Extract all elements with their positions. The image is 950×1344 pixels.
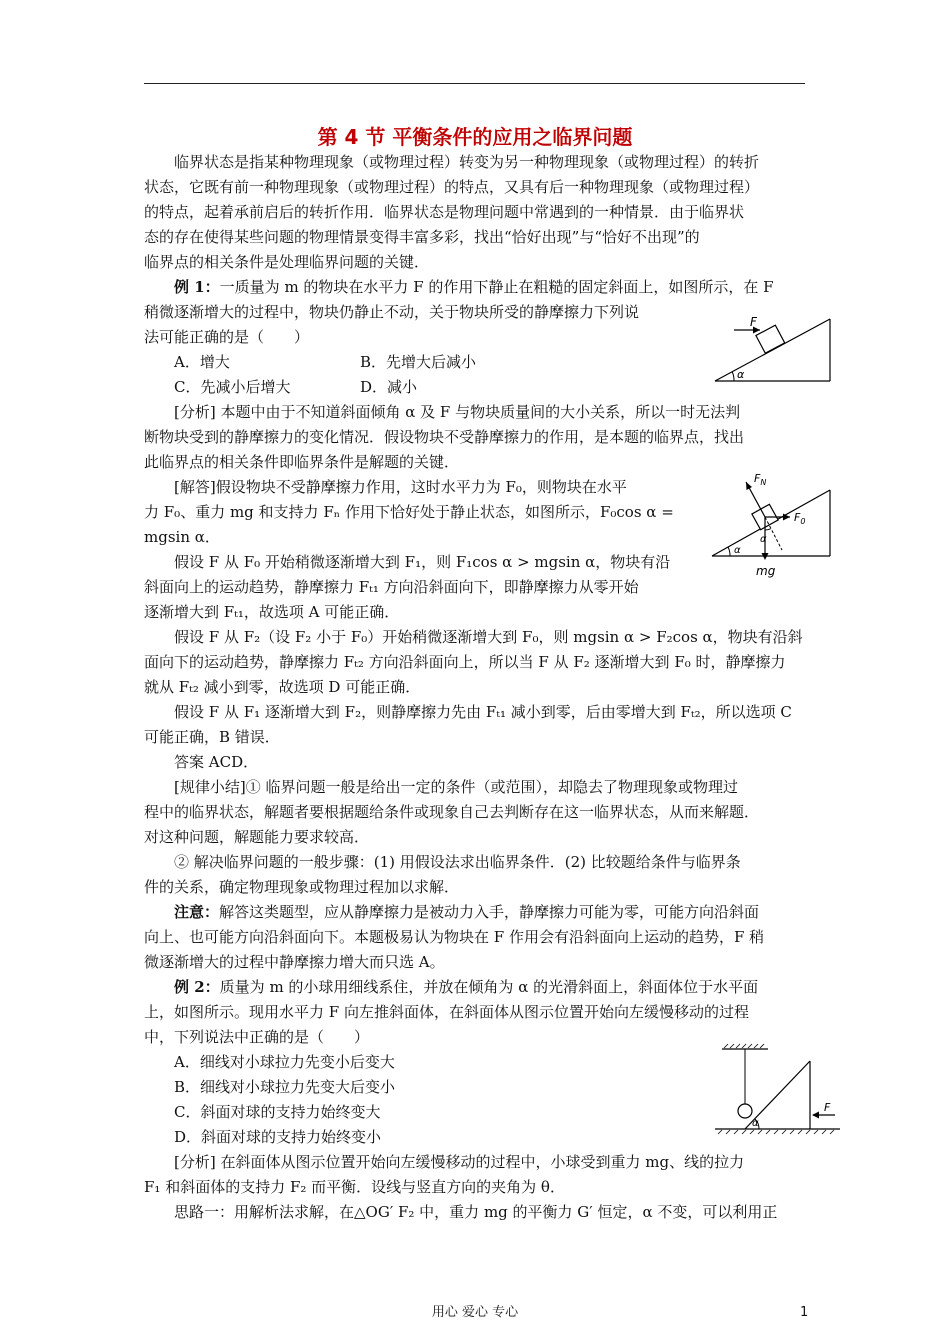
case2-line: 就从 Fₜ₂ 减小到零，故选项 D 可能正确． (144, 678, 421, 696)
solution-line: 力 F₀、重力 mg 和支持力 Fₙ 作用下恰好处于静止状态，如图所示，F₀cos α = (144, 503, 674, 521)
summary-line: [规律小结]① 临界问题一般是给出一定的条件（或范围），却隐去了物理现象或物理过 (174, 778, 738, 796)
case1-line: 斜面向上的运动趋势，静摩擦力 Fₜ₁ 方向沿斜面向下，即静摩擦力从零开始 (144, 578, 639, 596)
ground-hatch (718, 1130, 834, 1134)
example1-line: 法可能正确的是（ ） (144, 328, 310, 346)
example1-text: 一质量为 m 的物块在水平力 F 的作用下静止在粗糙的固定斜面上，如图所示，在 F (219, 278, 774, 296)
case2-line: 假设 F 从 F₂（设 F₂ 小于 F₀）开始稍微逐渐增大到 F₀，则 mgsin α > F₂cos α，物块有沿斜 (174, 628, 803, 646)
analysis-line: 断物块受到的静摩擦力的变化情况．假设物块不受静摩擦力的作用，是本题的临界点，找出 (144, 428, 745, 446)
intro-line: 的特点，起着承前启后的转折作用．临界状态是物理问题中常遇到的一种情景．由于临界状 (144, 203, 745, 221)
case2-line: 面向下的运动趋势，静摩擦力 Fₜ₂ 方向沿斜面向上，所以当 F 从 F₂ 逐渐增大到 F₀ 时，静摩擦力 (144, 653, 786, 671)
example2-label: 例 2： (174, 978, 220, 996)
page-number: 1 (800, 1305, 809, 1320)
case1-line: 逐渐增大到 Fₜ₁，故选项 A 可能正确． (144, 603, 400, 621)
analysis-line: [分析] 本题中由于不知道斜面倾角 α 及 F 与物块质量间的大小关系，所以一时无法判 (174, 403, 741, 421)
block (756, 325, 785, 353)
example2-analysis-line: 思路一：用解析法求解，在△OG′ F₂ 中，重力 mg 的平衡力 G′ 恒定，α 不变，可以利用正 (174, 1203, 778, 1221)
weight-label: mg (756, 564, 776, 578)
example2-option-a: A．细线对小球拉力先变小后变大 (174, 1053, 395, 1071)
example2-analysis-line: F₁ 和斜面体的支持力 F₂ 而平衡．设线与竖直方向的夹角为 θ． (144, 1178, 565, 1196)
example1-option-a: A．增大 (174, 353, 230, 371)
intro-line: 临界点的相关条件是处理临界问题的关键． (144, 253, 430, 271)
example1-line: 稍微逐渐增大的过程中，物块仍静止不动，关于物块所受的静摩擦力下列说 (144, 303, 640, 321)
example2-text: 质量为 m 的小球用细线系住，并放在倾角为 α 的光滑斜面上，斜面体位于水平面 (219, 978, 759, 996)
example2-first-line (174, 975, 758, 1000)
note-text: 解答这类题型，应从静摩擦力是被动力入手，静摩擦力可能为零，可能方向沿斜面 (219, 903, 760, 921)
example2-line: 中，下列说法中正确的是（ ） (144, 1028, 370, 1046)
example1-option-c: C．先减小后增大 (174, 378, 291, 396)
page-title: 第 4 节 平衡条件的应用之临界问题 (317, 125, 633, 149)
angle-label: α (752, 1118, 759, 1129)
force-diagram-figure (710, 470, 840, 582)
intro-line: 状态，它既有前一种物理现象（或物理过程）的特点，又具有后一种物理现象（或物理过程） (144, 178, 760, 196)
ball-incline-figure (710, 1043, 845, 1138)
example1-option-d: D．减小 (360, 378, 418, 396)
normal-force-label: $F_N$ (754, 472, 767, 487)
ball (738, 1104, 752, 1118)
force-label: F (750, 315, 757, 329)
intro-line: 临界状态是指某种物理现象（或物理过程）转变为另一种物理现象（或物理过程）的转折 (174, 153, 760, 171)
summary-line: 对这种问题，解题能力要求较高． (144, 828, 370, 846)
solution-line: [解答]假设物块不受静摩擦力作用，这时水平力为 F₀，则物块在水平 (174, 478, 627, 496)
example2-line: 上，如图所示。现用水平力 F 向左推斜面体，在斜面体从图示位置开始向左缓慢移动的过程 (144, 1003, 749, 1021)
example1-option-b: B．先增大后减小 (360, 353, 477, 371)
example1-label: 例 1： (174, 278, 220, 296)
push-force-label: $F_0$ (794, 511, 806, 526)
note-line: 微逐渐增大的过程中静摩擦力增大而只选 A。 (144, 953, 445, 971)
footer-text: 用心 爱心 专心 (431, 1305, 519, 1320)
example1-first-line (174, 275, 774, 300)
arrow-head-icon (812, 1112, 819, 1119)
note-first-line (174, 900, 759, 925)
angle-arc (765, 529, 771, 530)
analysis-line: 此临界点的相关条件即临界条件是解题的关键． (144, 453, 460, 471)
header-rule (144, 83, 805, 84)
angle-arc (732, 372, 734, 382)
incline-block-figure (712, 308, 837, 386)
answer: 答案 ACD． (174, 753, 259, 771)
force-label: F (824, 1101, 831, 1114)
example2-analysis-line: [分析] 在斜面体从图示位置开始向左缓慢移动的过程中，小球受到重力 mg、线的拉力 (174, 1153, 745, 1171)
summary-line: ② 解决临界问题的一般步骤：(1) 用假设法求出临界条件．(2) 比较题给条件与临界条 (174, 853, 741, 871)
example2-option-d: D．斜面对球的支持力始终变小 (174, 1128, 382, 1146)
example2-option-b: B．细线对小球拉力先变大后变小 (174, 1078, 396, 1096)
summary-line: 程中的临界状态，解题者要根据题给条件或现象自己去判断存在这一临界状态，从而来解题． (144, 803, 760, 821)
solution-line: mgsin α． (144, 528, 220, 546)
summary-line: 件的关系，确定物理现象或物理过程加以求解． (144, 878, 460, 896)
example2-option-c: C．斜面对球的支持力始终变大 (174, 1103, 381, 1121)
angle-label: α (734, 545, 741, 556)
arrow-head-icon (746, 482, 752, 490)
case3-line: 假设 F 从 F₁ 逐渐增大到 F₂，则静摩擦力先由 Fₜ₁ 减小到零，后由零增大到 Fₜ₂，所以选项 C (174, 703, 792, 721)
case3-line: 可能正确，B 错误． (144, 728, 280, 746)
note-label: 注意： (174, 903, 220, 921)
angle-label: α (737, 368, 745, 381)
angle-arc (728, 547, 730, 556)
ceiling-hatch (724, 1044, 764, 1048)
note-line: 向上、也可能方向沿斜面向下。本题极易认为物块在 F 作用会有沿斜面向上运动的趋势，F 稍 (144, 928, 765, 946)
case1-line: 假设 F 从 F₀ 开始稍微逐渐增大到 F₁，则 F₁cos α > mgsin α，物块有沿 (174, 553, 671, 571)
inner-angle-label: α (760, 534, 767, 545)
intro-line: 态的存在使得某些问题的物理情景变得丰富多彩，找出“恰好出现”与“恰好不出现”的 (144, 228, 700, 246)
